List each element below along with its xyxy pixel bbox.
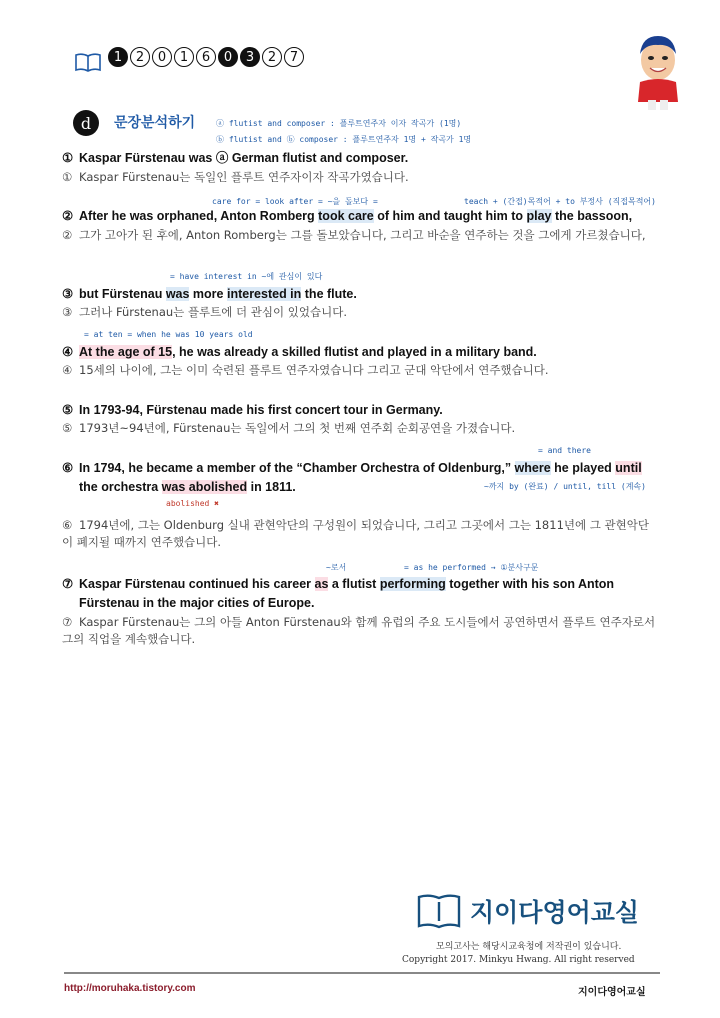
annotation: teach + (간접)목적어 + to 부정사 (직접목적어) <box>464 197 656 206</box>
annotation-correction: abolished ✖ <box>166 499 219 508</box>
sentence-ko: ④ 15세의 나이에, 그는 이미 숙련된 플루트 연주자였습니다 그리고 군대 악단에서 연주했습니다. <box>62 363 549 377</box>
annotation: = as he performed → ①분사구문 <box>404 563 539 572</box>
grammar-note: ⓐ flutist and composer : 플루트연주자 이자 작곡가 (1명) <box>216 119 462 128</box>
sentence-en: ③ but Fürstenau was more interested in the flute. <box>62 287 357 301</box>
sentence-en: ① Kaspar Fürstenau was ⓐ German flutist and composer. <box>62 151 409 165</box>
copyright-notice: 모의고사는 해당시교육청에 저작권이 있습니다. <box>436 942 622 952</box>
code-digit: 6 <box>196 47 216 67</box>
sentence-ko: ⑤ 1793년~94년에, Fürstenau는 독일에서 그의 첫 번째 연주회 순회공연을 가졌습니다. <box>62 421 516 435</box>
book-icon <box>74 52 102 72</box>
code-digit: 2 <box>130 47 150 67</box>
sentence-ko: ⑦ Kaspar Fürstenau는 그의 아들 Anton Fürstenau와 함께 유럽의 주요 도시들에서 공연하면서 플루트 연주자로서 그의 직업을 계속했습니다. <box>62 615 656 646</box>
annotation: = and there <box>538 446 591 455</box>
sentence-en: ⑤ In 1793-94, Fürstenau made his first concert tour in Germany. <box>62 403 443 417</box>
annotation: = have interest in ~에 관심이 있다 <box>170 272 323 281</box>
annotation: ~로서 <box>326 563 347 572</box>
annotation: = at ten = when he was 10 years old <box>84 330 253 339</box>
sentence-en: ⑥ In 1794, he became a member of the “Chamber Orchestra of Oldenburg,” where he played until <box>62 461 642 475</box>
code-digit: 0 <box>152 47 172 67</box>
book-logo-icon <box>416 893 462 929</box>
section-letter: d <box>73 110 99 136</box>
sentence-en: ④ At the age of 15, he was already a skilled flutist and played in a military band. <box>62 345 537 359</box>
sentence-en: ⑦ Kaspar Fürstenau continued his career as a flutist performing together with his son Anton <box>62 577 615 591</box>
annotation: care for = look after = ~을 돌보다 = <box>212 197 378 206</box>
grammar-note: ⓑ flutist and ⓑ composer : 플루트연주자 1명 + 작곡가 1명 <box>216 135 472 144</box>
footer-brand: 지이다영어교실 <box>578 987 646 998</box>
copyright-line: Copyright 2017. Minkyu Hwang. All right reserved <box>402 955 635 965</box>
sentence-en-line2: the orchestra was abolished in 1811. <box>79 480 296 494</box>
code-digit: 3 <box>240 47 260 67</box>
cartoon-avatar <box>628 30 688 112</box>
sentence-en: ② After he was orphaned, Anton Romberg took care of him and taught him to play the bassoon, <box>62 209 633 223</box>
exam-code <box>108 47 304 67</box>
sentence-ko: ① Kaspar Fürstenau는 독일인 플루트 연주자이자 작곡가였습니다. <box>62 170 409 184</box>
footer-divider <box>64 972 660 974</box>
sentence-ko: ② 그가 고아가 된 후에, Anton Romberg는 그를 돌보았습니다, 그리고 바순을 연주하는 것을 그에게 가르쳤습니다, <box>62 228 646 242</box>
code-digit: 1 <box>174 47 194 67</box>
brand-logo-text: 지이다영어교실 <box>470 898 640 927</box>
section-title: 문장분석하기 <box>114 115 196 131</box>
annotation: ~까지 by (완료) / until, till (계속) <box>484 482 646 491</box>
footer-url-link[interactable]: http://moruhaka.tistory.com <box>64 983 196 994</box>
code-digit: 2 <box>262 47 282 67</box>
code-digit: 0 <box>218 47 238 67</box>
sentence-en-line2: Fürstenau in the major cities of Europe. <box>79 596 315 610</box>
code-digit: 7 <box>284 47 304 67</box>
sentence-ko: ⑥ 1794년에, 그는 Oldenburg 실내 관현악단의 구성원이 되었습니다, 그리고 그곳에서 그는 1811년에 그 관현악단이 폐지될 때까지 연주했습니다. <box>62 518 649 549</box>
sentence-ko: ③ 그러나 Fürstenau는 플루트에 더 관심이 있었습니다. <box>62 305 347 319</box>
code-digit: 1 <box>108 47 128 67</box>
